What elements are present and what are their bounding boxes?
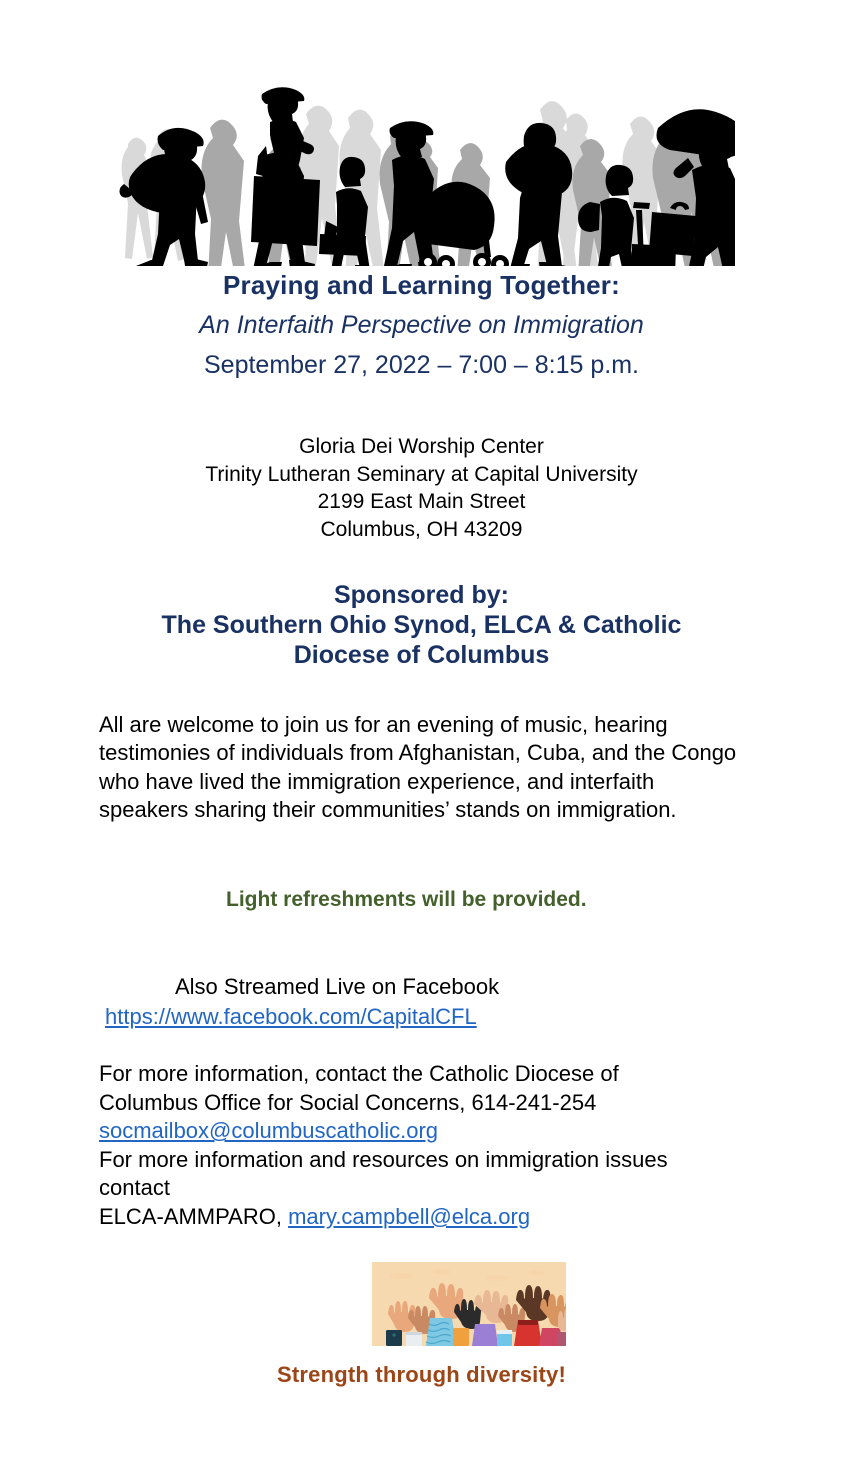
contact-line-5 xyxy=(99,1203,745,1232)
elca-ammparo-label: ELCA-AMMPARO, xyxy=(99,1203,289,1229)
refreshments-text-part1: Light refreshments will be xyxy=(226,888,487,911)
contact-email-1-wrapper xyxy=(99,1117,745,1146)
venue-name: Gloria Dei Worship Center xyxy=(299,435,544,458)
venue-street: 2199 East Main Street xyxy=(317,490,526,513)
facebook-url-link[interactable]: https://www.facebook.com/CapitalCFL xyxy=(105,1004,477,1030)
page-subtitle: An Interfaith Perspective on Immigration xyxy=(199,311,644,339)
socmailbox-email-link[interactable]: socmailbox@columbuscatholic.org xyxy=(99,1118,439,1144)
mary-campbell-email-link[interactable]: mary.campbell@elca.org xyxy=(288,1203,531,1229)
contact-line-1: For more information, contact the Catholic Diocese of xyxy=(99,1061,619,1086)
contact-information-block xyxy=(99,1060,745,1232)
event-description: All are welcome to join us for an evening of music, hearing testimonies of individuals from Afghanistan, Cuba, and the Congo who have lived the immigration experience, and interfaith speakers sharing their communities’ stands on immigration. xyxy=(99,712,737,823)
page-title: Praying and Learning Together: xyxy=(222,270,620,300)
refreshments-text-part2: provided. xyxy=(492,888,587,911)
venue-city-state-zip: Columbus, OH 43209 xyxy=(320,517,523,541)
facebook-stream-label: Also Streamed Live on Facebook xyxy=(175,974,500,999)
sponsor-line-1: The Southern Ohio Synod, ELCA & Catholic xyxy=(161,611,682,639)
sponsor-line-2: Diocese of Columbus xyxy=(293,641,550,669)
diversity-tagline: Strength through diversity! xyxy=(277,1362,566,1387)
event-date-time: September 27, 2022 – 7:00 – 8:15 p.m. xyxy=(203,351,640,380)
sponsor-heading: Sponsored by: xyxy=(333,581,509,609)
venue-address-block xyxy=(0,433,843,543)
venue-institution: Trinity Lutheran Seminary at Capital University xyxy=(205,462,638,486)
raised-diverse-hands-illustration xyxy=(372,1262,566,1346)
contact-line-2: Columbus Office for Social Concerns, 614-241-254 xyxy=(99,1089,597,1115)
contact-line-3: For more information and resources on immigration issues xyxy=(99,1146,668,1172)
contact-line-4: contact xyxy=(99,1175,170,1201)
facebook-link-wrapper xyxy=(99,1002,745,1032)
migrants-walking-silhouette-illustration xyxy=(110,84,735,266)
title-block xyxy=(0,272,843,379)
refreshments-note xyxy=(99,886,745,914)
sponsor-block xyxy=(0,580,843,670)
facebook-stream-block xyxy=(99,972,745,1033)
